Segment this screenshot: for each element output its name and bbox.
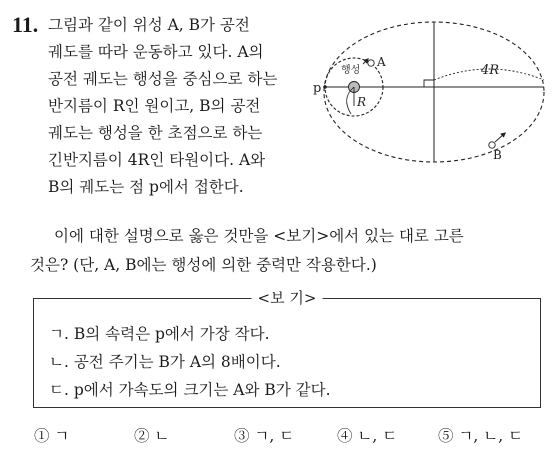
satellite-b-arrow — [495, 134, 504, 142]
stem-line: 반지름이 R인 원이고, B의 공전 — [48, 97, 261, 115]
stem-line: 긴반지름이 4R인 타원이다. A와 — [48, 151, 266, 169]
right-angle-mark — [424, 80, 434, 87]
point-p — [323, 85, 327, 89]
bogi-item: ㄱ. B의 속력은 p에서 가장 작다. — [49, 325, 270, 343]
bogi-item: ㄷ. p에서 가속도의 크기는 A와 B가 같다. — [49, 381, 331, 399]
choice-4[interactable]: ④ ㄴ, ㄷ — [337, 427, 398, 445]
label-p: p — [313, 81, 322, 96]
satellite-a — [368, 60, 374, 66]
label-planet: 행성 — [341, 65, 361, 76]
label-a: A — [377, 55, 386, 69]
choice-3[interactable]: ③ ㄱ, ㄷ — [234, 427, 295, 445]
label-r: R — [357, 95, 367, 109]
stem-line: 공전 궤도는 행성을 중심으로 하는 — [48, 70, 278, 88]
prompt-line: 이에 대한 설명으로 옳은 것만을 <보기>에서 있는 대로 고른 — [54, 227, 464, 245]
question-stem — [48, 12, 306, 201]
answer-choices — [0, 424, 559, 450]
orbit-figure — [311, 16, 556, 168]
stem-line: B의 궤도는 점 p에서 접한다. — [48, 178, 244, 196]
stem-line: 그림과 같이 위성 A, B가 공전 — [48, 16, 250, 34]
prompt-line: 것은? (단, A, B에는 행성에 의한 중력만 작용한다.) — [30, 256, 377, 274]
question-prompt — [30, 222, 555, 280]
label-4r: 4R — [481, 63, 500, 78]
choice-5[interactable]: ⑤ ㄱ, ㄴ, ㄷ — [438, 427, 524, 445]
stem-line: 궤도는 행성을 한 초점으로 하는 — [48, 124, 263, 142]
bogi-title: <보 기> — [252, 288, 323, 308]
stem-line: 궤도를 따라 운동하고 있다. A의 — [48, 43, 264, 61]
bogi-item: ㄴ. 공전 주기는 B가 A의 8배이다. — [49, 353, 281, 371]
label-b: B — [493, 148, 502, 162]
bogi-box — [33, 288, 541, 408]
choice-1[interactable]: ① ㄱ — [34, 427, 70, 445]
choice-2[interactable]: ② ㄴ — [134, 427, 170, 445]
question-number: 11. — [12, 12, 39, 37]
